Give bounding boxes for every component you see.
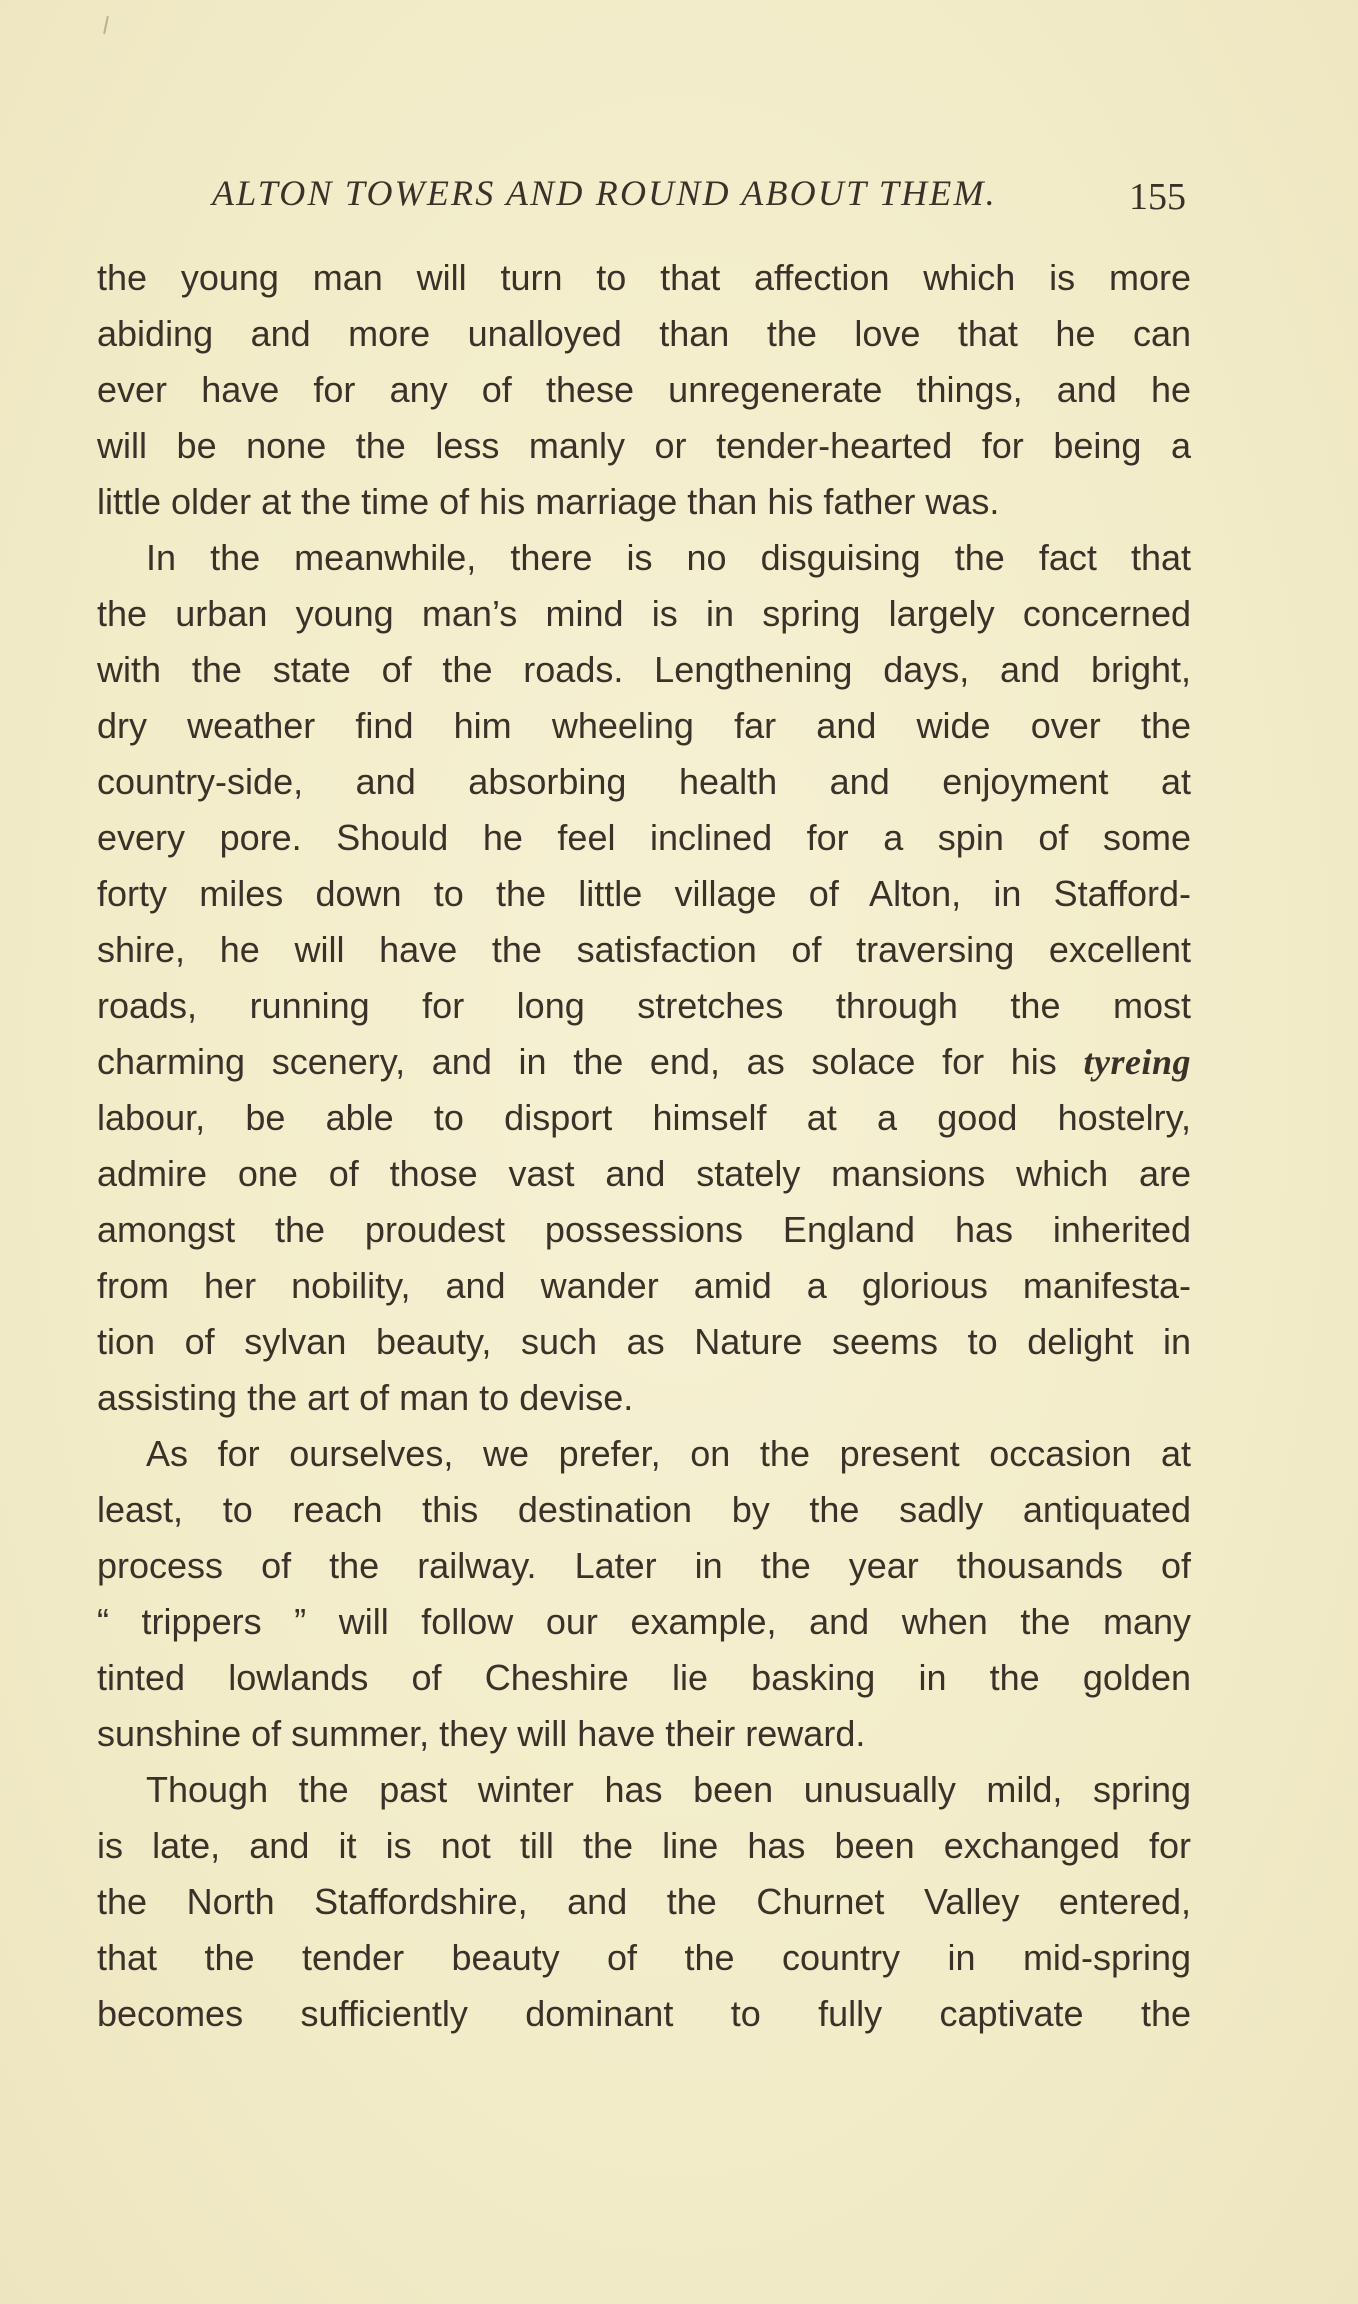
text-line: little older at the time of his marriage than his father was. (97, 481, 1000, 522)
text-line: amongst the proudest possessions England has inherited (97, 1209, 1191, 1250)
text-line: with the state of the roads. Lengthening days, and bright, (97, 649, 1191, 690)
paper-mark (103, 16, 109, 34)
text-line: abiding and more unalloyed than the love that he can (97, 313, 1191, 354)
text-line: In the meanwhile, there is no disguising the fact that (146, 537, 1191, 578)
text-line: every pore. Should he feel inclined for a spin of some (97, 817, 1191, 858)
text-line: roads, running for long stretches through the most (97, 985, 1191, 1026)
text-line: sunshine of summer, they will have their reward. (97, 1713, 866, 1754)
text-line: is late, and it is not till the line has been exchanged for (97, 1825, 1191, 1866)
text-line: least, to reach this destination by the sadly antiquated (97, 1489, 1191, 1530)
text-line: from her nobility, and wander amid a glorious manifesta- (97, 1265, 1191, 1306)
text-line: the urban young man’s mind is in spring largely concerned (97, 593, 1191, 634)
page-number: 155 (1129, 176, 1186, 218)
text-line: tion of sylvan beauty, such as Nature seems to delight in (97, 1321, 1191, 1362)
italic-word: tyreing (1083, 1042, 1191, 1082)
text-line: shire, he will have the satisfaction of traversing excellent (97, 929, 1191, 970)
running-head (97, 172, 1197, 222)
text-line: labour, be able to disport himself at a good hostelry, (97, 1097, 1191, 1138)
text-line-part: charming scenery, and in the end, as solace for his (97, 1041, 1057, 1082)
body-text (97, 250, 1191, 2042)
text-line: that the tender beauty of the country in mid-spring (97, 1937, 1191, 1978)
text-line: forty miles down to the little village of Alton, in Stafford- (97, 873, 1191, 914)
text-line: the North Staffordshire, and the Churnet Valley entered, (97, 1881, 1191, 1922)
text-line: As for ourselves, we prefer, on the present occasion at (146, 1433, 1191, 1474)
text-line: ever have for any of these unregenerate things, and he (97, 369, 1191, 410)
text-line: the young man will turn to that affection which is more (97, 257, 1191, 298)
text-line: will be none the less manly or tender-hearted for being a (97, 425, 1191, 466)
text-line: Though the past winter has been unusually mild, spring (146, 1769, 1191, 1810)
text-line: “ trippers ” will follow our example, and when the many (97, 1601, 1191, 1642)
text-line: assisting the art of man to devise. (97, 1377, 634, 1418)
running-title: ALTON TOWERS AND ROUND ABOUT THEM. (212, 173, 997, 213)
text-line-with-italic (97, 1034, 1191, 1090)
text-line: country-side, and absorbing health and enjoyment at (97, 761, 1191, 802)
text-line: admire one of those vast and stately mansions which are (97, 1153, 1191, 1194)
text-line: dry weather find him wheeling far and wide over the (97, 705, 1191, 746)
text-line: becomes sufficiently dominant to fully captivate the (97, 1993, 1191, 2034)
text-line: process of the railway. Later in the year thousands of (97, 1545, 1191, 1586)
text-line: tinted lowlands of Cheshire lie basking in the golden (97, 1657, 1191, 1698)
